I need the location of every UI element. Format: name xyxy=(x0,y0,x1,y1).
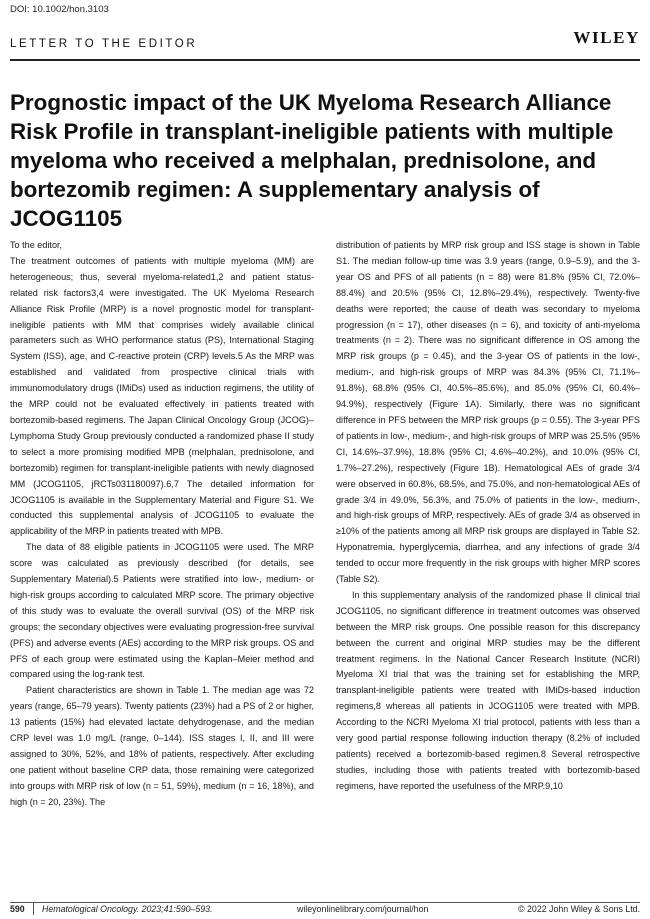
paragraph: In this supplementary analysis of the randomized phase II clinical trial JCOG1105, no significant difference in treatment outcomes was observed between the MRP risk groups. One possible reason for this discrepancy between the current and original MRP studies may be the different treatment regimens. In the National Cancer Research Institute (NCRI) Myeloma XI trial that was the training set for establishing the MRP, transplant-ineligible patients were treated with IMiDs-based induction regimens,8 whereas all patients in JCOG1105 were treated with MPB. According to the NCRI Myeloma XI trial protocol, patients with less than a very good partial response following induction therapy (8.2% of included patients) received a bortezomib-based regimen.8 Several retrospective studies, including those with patients treated with bortezomib-based regimens, have reported the usefulness of the MRP.9,10 xyxy=(336,589,640,791)
footer-divider xyxy=(10,902,640,903)
copyright: © 2022 John Wiley & Sons Ltd. xyxy=(518,904,640,914)
paragraph: The data of 88 eligible patients in JCOG1105 were used. The MRP score was calculated as previously described (for details, see Supplementary Material).5 Patients were stratified into low-, medium- or high-risk groups according to calculated MRP score. The primary objective of this study was to evaluate the overall survival (OS) of the MRP risk groups; the secondary objectives were evaluating progression-free survival (PFS) and adverse events (AEs) according to the MRP risk groups. OS and PFS of each group were estimated using the Kaplan–Meier method and compared using the log-rank test. xyxy=(10,542,314,680)
article-type-label: LETTER TO THE EDITOR xyxy=(10,38,198,50)
paragraph: The treatment outcomes of patients with multiple myeloma (MM) are heterogeneous; thus, several myeloma-related1,2 and patient status-related risk factors3,4 were investigated. The UK Myeloma Research Alliance Risk Profile (MRP) is a novel prognostic model for transplant-ineligible patients with MM that comprises widely available clinical parameters such as WHO performance status (PS), International Staging System (ISS), age, and C-reactive protein (CRP) levels.5 As the MRP was established and validated from prospective clinical trials with immunomodulatory drugs (IMiDs) used as induction regimens, the utility of the MRP could not be evaluated effectively in patients treated with bortezomib-based regimens. The Japan Clinical Oncology Group (JCOG)–Lymphoma Study Group previously conducted a randomized phase II study to select a more promising modified MPB (melphalan, prednisolone, and bortezomib) regimen for transplant-ineligible patients with newly diagnosed MM (JCOG1105, jRCTs031180097).6,7 The detailed information for JCOG1105 is available in the Supplementary Material and Figure S1. We conducted this supplemental analysis of JCOG1105 to evaluate the applicability of the MRP in patients treated with MPB. xyxy=(10,255,314,537)
article-title: Prognostic impact of the UK Myeloma Research Alliance Risk Profile in transplant-ineligible patients with multiple myeloma who received a melphalan, prednisolone, and bortezomib regimen: A supplementary analysis of JCOG1105 xyxy=(10,90,614,231)
journal-url-link[interactable]: wileyonlinelibrary.com/journal/hon xyxy=(297,904,429,914)
doi-link[interactable]: DOI: 10.1002/hon.3103 xyxy=(10,4,109,15)
body-column-right xyxy=(336,238,640,795)
paragraph: Patient characteristics are shown in Table 1. The median age was 72 years (range, 65–79 years). Twenty patients (23%) had a PS of 2 or higher, 13 patients (15%) had elevated lactate dehydrogenase, and the median CRP level was 1.0 mg/L (range, 0–144). ISS stages I, II, and III were assigned to 30%, 52%, and 18% of patients, respectively. After excluding one patient without baseline CRP data, those remaining were categorized into groups with MRP risk of low (n = 51, 59%), medium (n = 16, 18%), and high (n = 20, 23%). The xyxy=(10,685,314,807)
journal-citation: Hematological Oncology. 2023;41:590–593. xyxy=(42,904,213,914)
salutation: To the editor, xyxy=(10,240,63,250)
header-divider xyxy=(10,59,640,61)
paragraph: distribution of patients by MRP risk group and ISS stage is shown in Table S1. The median follow-up time was 3.9 years (range, 0.9–5.9), and the 3-year OS and PFS of all patients (n = 88) were 81.8% (95% CI, 72.0%–88.4%) and 20.5% (95% CI, 12.8%–29.4%), respectively. Twenty-five deaths were reported; the cause of death was secondary to myeloma progression (n = 17), other diseases (n = 6), and toxicity of anti-myeloma treatments (n = 2). There was no significant difference in OS among the MRP risk groups (p = 0.45), and the 3-year OS of patients in the low-, medium-, and high-risk groups of MRP was 84.3% (95% CI, 71.1%–91.8%), 68.8% (95% CI, 40.5%–85.6%), and 85.0% (95% CI, 60.4%–94.9%), respectively (Figure 1A). Similarly, there was no significant difference in PFS between the MRP risk groups (p = 0.55). The 3-year PFS of patients in low-, medium-, and high-risk groups of MRP was 25.5% (95% CI, 14.6%–37.9%), 18.8% (95% CI, 4.6%–40.2%), and 10.0% (95% CI, 1.7%–27.2%), respectively (Figure 1B). Hematological AEs of grade 3/4 were observed in 60.8%, 68.5%, and 75.0%, and non-hematological AEs of grade 3/4 in 49.0%, 56.3%, and 75.0% of patients in the low-, medium-, and high-risk groups of MRP, respectively. AEs of grade 3/4 as observed in ≥10% of the patients among all MRP risk groups are displayed in Table S2. Hyponatremia, hyperglycemia, diarrhea, and any infections of grade 3/4 tended to occur more frequently in the risk groups with higher MRP scores (Table S2). xyxy=(336,240,640,585)
publisher-logo: WILEY xyxy=(573,28,640,47)
page-number: 590 xyxy=(10,904,25,914)
footer-separator xyxy=(33,902,34,915)
body-column-left xyxy=(10,238,314,811)
